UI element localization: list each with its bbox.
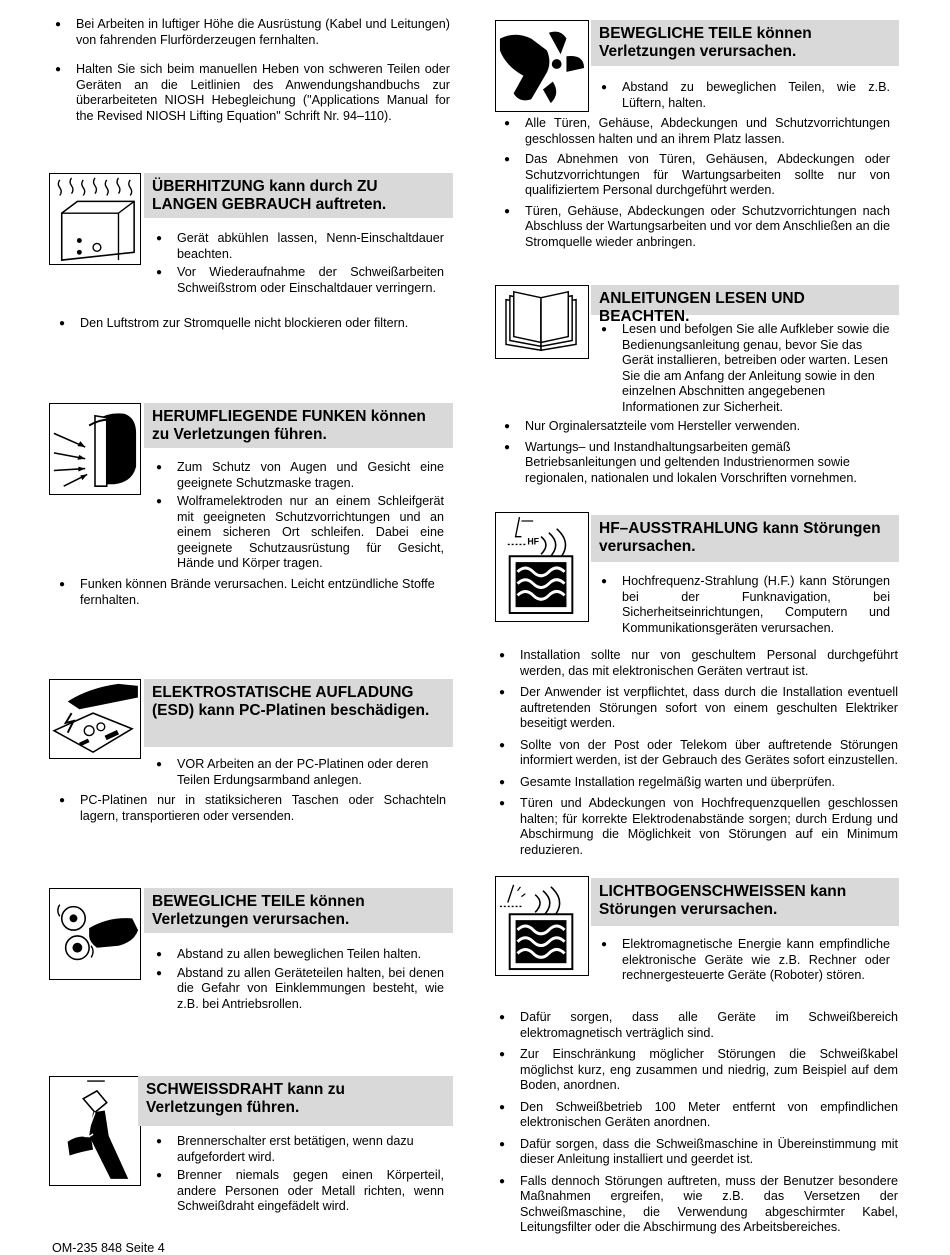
read-instructions-bullet-1: ● Nur Orginalersatzteile vom Hersteller verwenden.: [525, 419, 890, 435]
esd-bullet-1: ● PC-Platinen nur in statiksicheren Taschen oder Schachteln lagern, transportieren oder versenden.: [80, 793, 446, 824]
arc-welding-bullet-3: ● Den Schweißbetrieb 100 Meter entfernt von empfindlichen elektronischen Geräten anordnen.: [520, 1100, 898, 1131]
overheating-sub-bullet-1: ● Gerät abkühlen lassen, Nenn-Einschaltdauer beachten.: [177, 231, 444, 262]
moving-parts-title: BEWEGLICHE TEILE können Verletzungen verursachen.: [144, 888, 453, 933]
hf-radiation-icon: [495, 512, 589, 622]
hf-radiation-bullet-3: ● Sollte von der Post oder Telekom über auftretende Störungen informiert werden, ist der Gebrauch des Gerätes sofort einzustellen.: [520, 738, 898, 769]
overheating-title: ÜBERHITZUNG kann durch ZU LANGEN GEBRAUCH auftreten.: [144, 173, 453, 218]
overheating-icon: [49, 173, 141, 265]
moving-parts-fan-title: BEWEGLICHE TEILE können Verletzungen verursachen.: [591, 20, 899, 66]
read-manual-icon: [495, 285, 589, 359]
welding-wire-sub-bullet-2: ● Brenner niemals gegen einen Körperteil, andere Personen oder Metall richten, wenn Schweißdraht eingefädelt wird.: [177, 1168, 444, 1215]
hf-radiation-bullet-4: ● Gesamte Installation regelmäßig warten und überprüfen.: [520, 775, 898, 791]
flying-sparks-icon: [49, 403, 141, 495]
arc-welding-bullet-5: ● Falls dennoch Störungen auftreten, muss der Benutzer besondere Maßnahmen ergreifen, wie z.B. das Versetzen der Schweißmaschine, die Verwendung abgeschirmter Kabel, Leitungsfilter oder die Abschirmung des Arbeitsbereiches.: [520, 1174, 898, 1236]
sparks-sub-bullet-2: ● Wolframelektroden nur an einem Schleifgerät mit geeigneten Schutzvorrichtungen und an einem sicheren Ort schleifen. Dabei eine geeignete Schutzausrüstung für Gesicht, Hände und Körper tragen.: [177, 494, 444, 572]
arc-welding-emi-icon: [495, 876, 589, 976]
intro-bullet-1: ● Bei Arbeiten in luftiger Höhe die Ausrüstung (Kabel und Leitungen) von fahrenden Flurförderzeugen fernhalten.: [76, 17, 450, 48]
hf-radiation-bullet-5: ● Türen und Abdeckungen von Hochfrequenzquellen geschlossen halten; für korrekte Elektrodenabstände sorgen; durch Erdung und Abschirmung die Möglichkeit von Störungen auf ein Minimum reduzieren.: [520, 796, 898, 858]
esd-sub-bullet-1: ● VOR Arbeiten an der PC-Platinen oder deren Teilen Erdungsarmband anlegen.: [177, 757, 444, 788]
overheating-sub-bullet-2: ● Vor Wiederaufnahme der Schweißarbeiten Schweißstrom oder Einschaltdauer verringern.: [177, 265, 444, 296]
moving-parts-fan-bullet-2: ● Das Abnehmen von Türen, Gehäusen, Abdeckungen oder Schutzvorrichtungen für Wartungsarbeiten sollte nur von qualifiziertem Personal durchgeführt werden.: [525, 152, 890, 199]
moving-parts-fan-bullet-3: ● Türen, Gehäuse, Abdeckungen oder Schutzvorrichtungen nach Abschluss der Wartungsarbeiten und vor dem Anschließen an die Stromquelle wieder anbringen.: [525, 204, 890, 251]
sparks-bullet-1: ● Funken können Brände verursachen. Leicht entzündliche Stoffe fernhalten.: [80, 577, 450, 608]
moving-parts-sub-bullet-2: ● Abstand zu allen Geräteteilen halten, bei denen die Gefahr von Einklemmungen besteht, wie z.B. bei Antriebsrollen.: [177, 966, 444, 1013]
esd-pc-board-icon: [49, 679, 141, 759]
esd-title: ELEKTROSTATISCHE AUFLADUNG (ESD) kann PC-Platinen beschädigen.: [144, 679, 453, 747]
intro-bullets: [76, 17, 450, 124]
sparks-title: HERUMFLIEGENDE FUNKEN können zu Verletzungen führen.: [144, 403, 453, 448]
overheating-bullet-1: ● Den Luftstrom zur Stromquelle nicht blockieren oder filtern.: [80, 316, 450, 332]
arc-welding-bullet-2: ● Zur Einschränkung möglicher Störungen die Schweißkabel möglichst kurz, eng zusammen und niedrig, zum Beispiel auf dem Boden, anordnen.: [520, 1047, 898, 1094]
moving-parts-fan-sub-bullet-1: ● Abstand zu beweglichen Teilen, wie z.B. Lüftern, halten.: [622, 80, 890, 111]
moving-parts-fan-bullet-1: ● Alle Türen, Gehäuse, Abdeckungen und Schutzvorrichtungen geschlossen halten und an ihrem Platz lassen.: [525, 116, 890, 147]
moving-parts-sub-bullet-1: ● Abstand zu allen beweglichen Teilen halten.: [177, 947, 444, 963]
read-instructions-sub-bullet-1: ● Lesen und befolgen Sie alle Aufkleber sowie die Bedienungsanleitung genau, bevor Sie das Gerät installieren, betreiben oder warten. Lesen Sie die am Anfang der Anleitung sowie in den einzelnen Abschnitten angegebenen Informationen zur Sicherheit.: [622, 322, 890, 415]
sparks-sub-bullet-1: ● Zum Schutz von Augen und Gesicht eine geeignete Schutzmaske tragen.: [177, 460, 444, 491]
arc-welding-bullet-4: ● Dafür sorgen, dass die Schweißmaschine in Übereinstimmung mit dieser Anleitung installiert und geerdet ist.: [520, 1137, 898, 1168]
welding-wire-sub-bullet-1: ● Brennerschalter erst betätigen, wenn dazu aufgefordert wird.: [177, 1134, 444, 1165]
arc-welding-bullet-1: ● Dafür sorgen, dass alle Geräte im Schweißbereich elektromagnetisch verträglich sind.: [520, 1010, 898, 1041]
arc-welding-sub-bullet-1: ● Elektromagnetische Energie kann empfindliche elektronische Geräte wie z.B. Rechner oder rechnergesteuerte Geräte (Roboter) stören.: [622, 937, 890, 984]
welding-wire-icon: [49, 1076, 141, 1186]
read-instructions-bullet-2: ● Wartungs– und Instandhaltungsarbeiten gemäß Betriebsanleitungen und geltenden Industrienormen sowie regionalen, nationalen und lokalen Vorschriften vornehmen.: [525, 440, 890, 487]
arc-welding-title: LICHTBOGENSCHWEISSEN kann Störungen verursachen.: [591, 878, 899, 926]
hf-radiation-sub-bullet-1: ● Hochfrequenz-Strahlung (H.F.) kann Störungen bei der Funknavigation, bei Sicherheitseinrichtungen, Computern und Kommunikationsgeräten verursachen.: [622, 574, 890, 636]
hf-radiation-bullet-1: ● Installation sollte nur von geschultem Personal durchgeführt werden, das mit elektronischen Geräten vertraut ist.: [520, 648, 898, 679]
hf-radiation-bullet-2: ● Der Anwender ist verpflichtet, dass durch die Installation eventuell auftretenden Störungen sofort von einem geschulten Elektriker beseitigt werden.: [520, 685, 898, 732]
read-instructions-title: ANLEITUNGEN LESEN UND BEACHTEN.: [591, 285, 899, 315]
page-footer: OM-235 848 Seite 4: [52, 1241, 165, 1255]
intro-bullet-2: ● Halten Sie sich beim manuellen Heben von schweren Teilen oder Geräten an die Leitlinien des Anwendungshandbuchs zur überarbeiteten NIOSH Hebegleichung ("Applications Manual for the Revised NIOSH Lifting Equation" Schrift Nr. 94–110).: [76, 62, 450, 124]
hf-icon-label: HF: [527, 536, 540, 547]
moving-parts-rollers-icon: [49, 888, 141, 980]
hf-radiation-title: HF–AUSSTRAHLUNG kann Störungen verursachen.: [591, 515, 899, 562]
welding-wire-title: SCHWEISSDRAHT kann zu Verletzungen führen.: [138, 1076, 453, 1126]
moving-parts-fan-icon: [495, 20, 589, 112]
